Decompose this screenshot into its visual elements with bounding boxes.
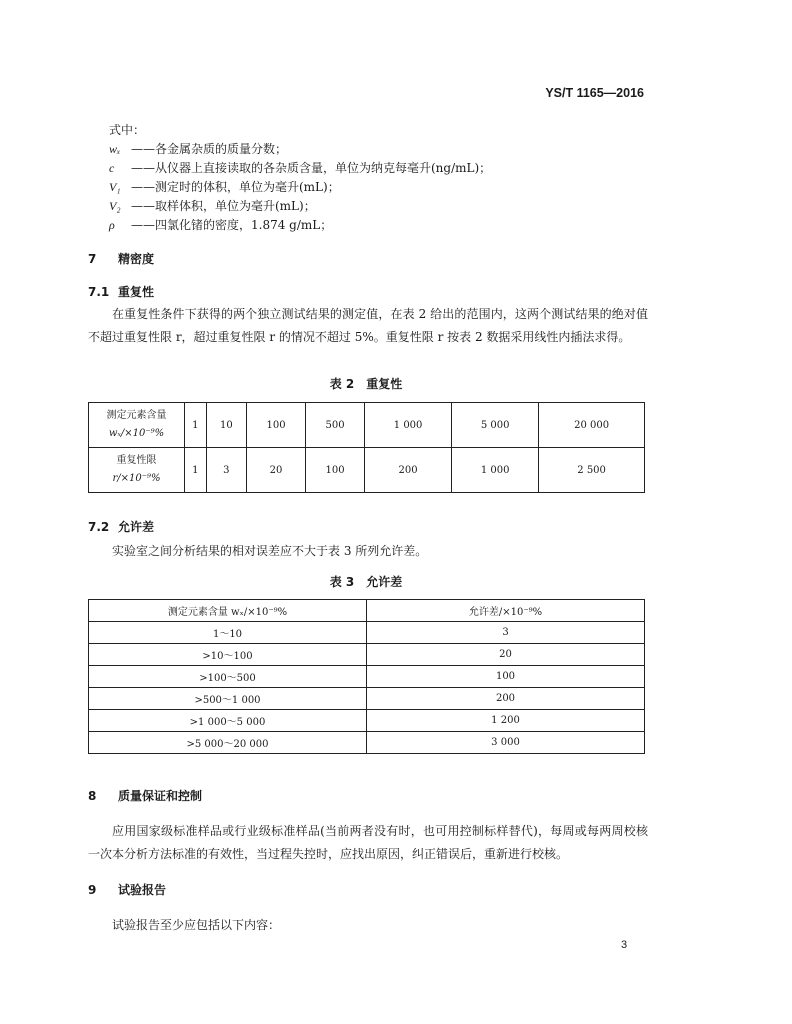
- section-heading: [88, 787, 202, 804]
- table-row: [89, 710, 645, 732]
- row-header-unit: wₓ/×10⁻⁹%: [108, 428, 165, 439]
- table-cell: 1 200: [367, 710, 645, 732]
- formula-item: [109, 197, 316, 214]
- row-header: [89, 403, 185, 448]
- section-title: 质量保证和控制: [118, 789, 203, 803]
- standard-number: YS/T 1165—2016: [545, 86, 644, 100]
- variable-symbol: ρ: [109, 218, 115, 232]
- quality-control-paragraph: 应用国家级标准样品或行业级标准样品(当前两者没有时，也可用控制标样替代)，每周或每两周校核一次本分析方法标准的有效性，当过程失控时，应找出原因，纠正错误后，重新进行校核。: [88, 824, 648, 861]
- variable-description: ——测定时的体积，单位为毫升(mL)；: [131, 180, 340, 194]
- variable-description: ——取样体积，单位为毫升(mL)；: [131, 199, 316, 213]
- variable-symbol: V₁: [109, 180, 121, 194]
- table-row: [89, 403, 645, 448]
- formula-item: [109, 216, 332, 233]
- table-cell: >10～100: [89, 644, 367, 666]
- table-row: [89, 622, 645, 644]
- section-title: 精密度: [118, 252, 155, 266]
- subsection-title: 重复性: [118, 285, 155, 299]
- table-cell: 3 000: [367, 732, 645, 754]
- section-title: 试验报告: [118, 883, 167, 897]
- variable-description: ——四氯化锗的密度，1.874 g/mL；: [131, 218, 333, 232]
- row-header: [89, 448, 185, 493]
- section-heading: [88, 881, 166, 898]
- section-heading: [88, 250, 154, 267]
- variable-description: ——各金属杂质的质量分数；: [131, 142, 288, 156]
- table-cell: >5 000～20 000: [89, 732, 367, 754]
- subsection-heading: [88, 283, 154, 300]
- table-cell: 100: [247, 403, 306, 448]
- table-cell: 1 000: [452, 448, 539, 493]
- table-cell: 5 000: [452, 403, 539, 448]
- table-cell: 20: [247, 448, 306, 493]
- section-number: 9: [88, 883, 97, 897]
- variable-symbol: V₂: [109, 199, 121, 213]
- subsection-heading: [88, 518, 154, 535]
- table-cell: 20: [367, 644, 645, 666]
- table-cell: 1～10: [89, 622, 367, 644]
- section-number: 8: [88, 789, 97, 803]
- table-cell: 1: [185, 403, 207, 448]
- table-cell: 3: [206, 448, 246, 493]
- table-cell: 200: [365, 448, 452, 493]
- table-row: [89, 448, 645, 493]
- table-caption: 表 2 重复性: [329, 377, 403, 391]
- table-header-row: [89, 600, 645, 622]
- variable-symbol: wₓ: [109, 142, 121, 156]
- row-header-unit: r/×10⁻⁹%: [112, 473, 161, 484]
- variable-description: ——从仪器上直接读取的各杂质含量，单位为纳克每毫升(ng/mL)；: [131, 161, 492, 175]
- subsection-title: 允许差: [118, 520, 155, 534]
- row-header-line: 测定元素含量: [106, 410, 167, 421]
- column-header: 测定元素含量 wₓ/×10⁻⁹%: [89, 600, 367, 622]
- subsection-number: 7.2: [88, 520, 110, 534]
- table-row: [89, 732, 645, 754]
- column-header: 允许差/×10⁻⁹%: [367, 600, 645, 622]
- section-number: 7: [88, 252, 97, 266]
- row-header-line: 重复性限: [116, 455, 157, 466]
- formula-item: [109, 159, 491, 176]
- table-cell: 10: [206, 403, 246, 448]
- table-cell: 500: [306, 403, 365, 448]
- table-row: [89, 688, 645, 710]
- table-cell: 1: [185, 448, 207, 493]
- table-cell: 1 000: [365, 403, 452, 448]
- table-cell: 200: [367, 688, 645, 710]
- table-cell: >1 000～5 000: [89, 710, 367, 732]
- tolerance-paragraph: 实验室之间分析结果的相对误差应不大于表 3 所列允许差。: [112, 544, 428, 558]
- formula-item: [109, 140, 287, 157]
- table-row: [89, 644, 645, 666]
- table-cell: 100: [367, 666, 645, 688]
- table-cell: 100: [306, 448, 365, 493]
- table-row: [89, 666, 645, 688]
- table-cell: >500～1 000: [89, 688, 367, 710]
- formula-item: [109, 178, 340, 195]
- table-caption: 表 3 允许差: [329, 575, 403, 589]
- tolerance-table: [88, 599, 645, 754]
- page-number: 3: [621, 939, 628, 951]
- test-report-paragraph: 试验报告至少应包括以下内容：: [112, 918, 281, 932]
- formula-where-intro: 式中：: [109, 123, 146, 137]
- table-cell: 3: [367, 622, 645, 644]
- table-cell: >100～500: [89, 666, 367, 688]
- repeatability-table: [88, 402, 645, 493]
- variable-symbol: c: [109, 161, 115, 175]
- subsection-number: 7.1: [88, 285, 110, 299]
- table-cell: 2 500: [539, 448, 645, 493]
- table-cell: 20 000: [539, 403, 645, 448]
- repeatability-paragraph: 在重复性条件下获得的两个独立测试结果的测定值，在表 2 给出的范围内，这两个测试结果的绝对值不超过重复性限 r，超过重复性限 r 的情况不超过 5%。重复性限 r 按表 2 数据采用线性内插法求得。: [88, 307, 648, 344]
